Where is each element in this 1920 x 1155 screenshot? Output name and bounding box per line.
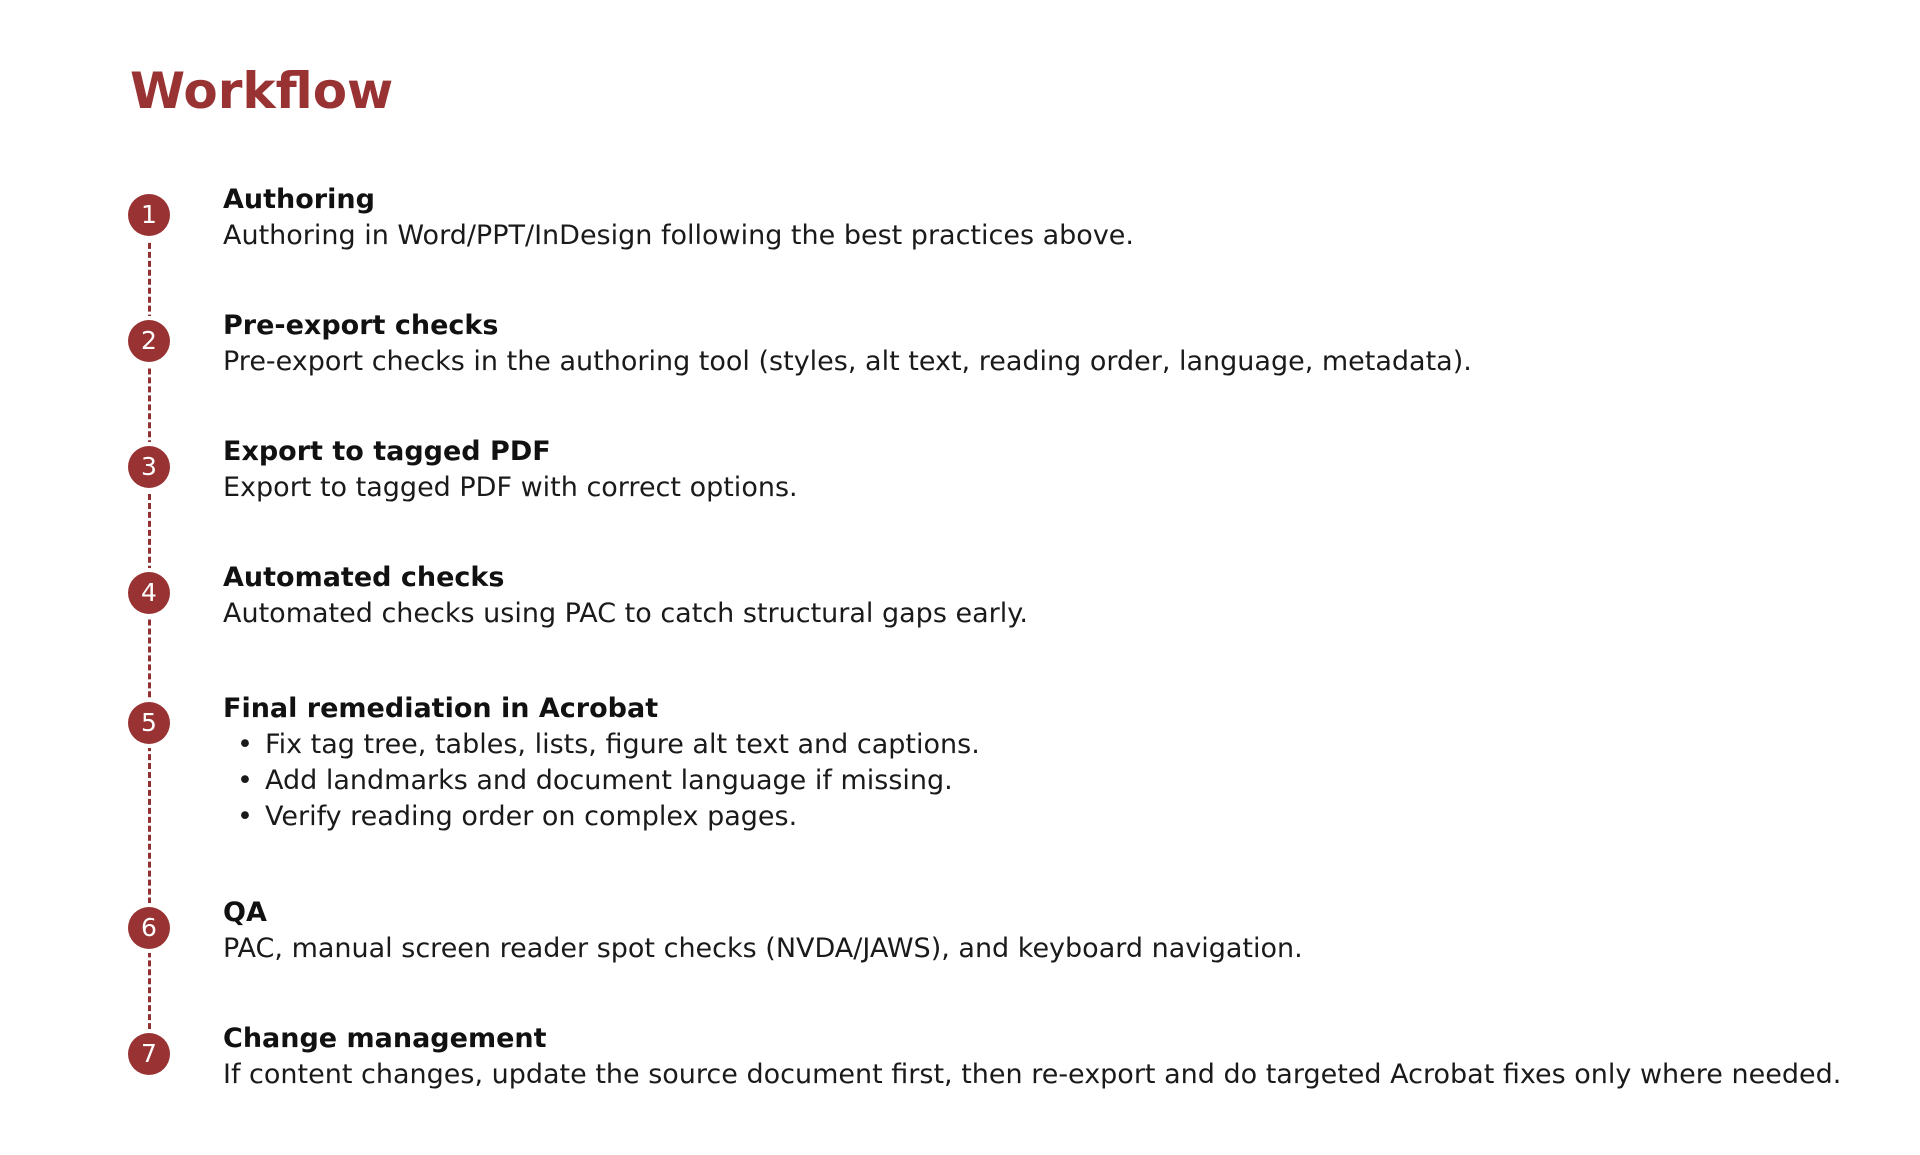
step-bullet-list — [223, 727, 1883, 835]
list-item — [223, 799, 1883, 835]
step-description: Automated checks using PAC to catch structural gaps early. — [223, 598, 1028, 629]
step-content — [223, 895, 1883, 967]
step-content — [223, 691, 1883, 835]
step-number-badge: 5 — [128, 702, 170, 744]
step-content — [223, 1021, 1883, 1093]
step-title: Export to tagged PDF — [223, 436, 551, 467]
list-item-text: Add landmarks and document language if missing. — [265, 765, 953, 796]
bullet-icon: • — [237, 801, 253, 832]
list-item-text: Verify reading order on complex pages. — [265, 801, 798, 832]
step-title: QA — [223, 897, 267, 928]
step-title: Final remediation in Acrobat — [223, 693, 659, 724]
step-number-badge: 4 — [128, 572, 170, 614]
step-title: Authoring — [223, 184, 375, 215]
step-description: Export to tagged PDF with correct options. — [223, 472, 798, 503]
step-description: If content changes, update the source document first, then re-export and do targeted Acrobat fixes only where needed. — [223, 1059, 1842, 1090]
step-content — [223, 434, 1883, 506]
bullet-icon: • — [237, 729, 253, 760]
bullet-icon: • — [237, 765, 253, 796]
step-title: Change management — [223, 1023, 547, 1054]
step-description: PAC, manual screen reader spot checks (NVDA/JAWS), and keyboard navigation. — [223, 933, 1303, 964]
step-number-badge: 7 — [128, 1033, 170, 1075]
step-number-badge: 6 — [128, 907, 170, 949]
list-item — [223, 727, 1883, 763]
step-number-badge: 3 — [128, 446, 170, 488]
step-title: Pre-export checks — [223, 310, 499, 341]
step-content — [223, 560, 1883, 632]
step-content — [223, 308, 1883, 380]
step-description: Pre-export checks in the authoring tool (styles, alt text, reading order, language, metadata). — [223, 346, 1472, 377]
page-title: Workflow — [130, 62, 394, 120]
list-item-text: Fix tag tree, tables, lists, figure alt text and captions. — [265, 729, 980, 760]
step-title: Automated checks — [223, 562, 505, 593]
step-description: Authoring in Word/PPT/InDesign following the best practices above. — [223, 220, 1134, 251]
step-content — [223, 182, 1883, 254]
list-item — [223, 763, 1883, 799]
step-number-badge: 2 — [128, 320, 170, 362]
step-number-badge: 1 — [128, 194, 170, 236]
